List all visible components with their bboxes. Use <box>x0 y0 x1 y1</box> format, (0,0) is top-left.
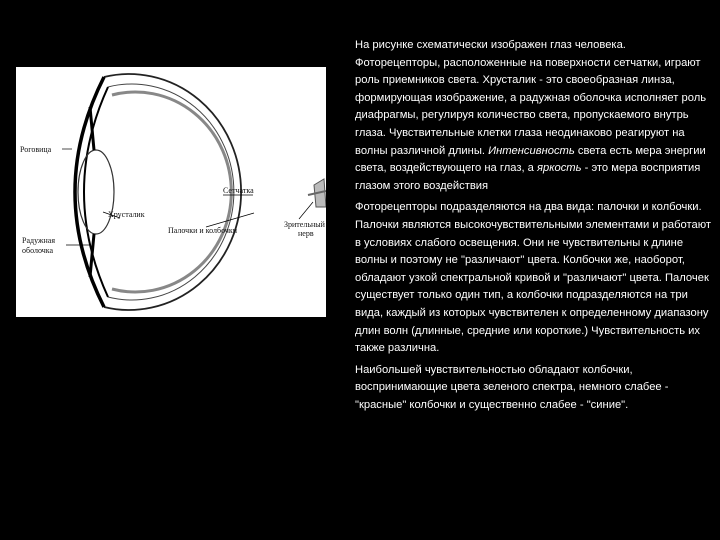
explanation-text <box>355 37 713 418</box>
label-iris: Радужная оболочка <box>22 236 56 255</box>
label-rods-cones: Палочки и колбочки <box>168 226 238 235</box>
paragraph-1-part-c: - это мера восприятия глазом этого воздействия <box>355 162 701 192</box>
iris-lower <box>90 234 94 277</box>
paragraph-1-part-a: На рисунке схематически изображен глаз человека. Фоторецепторы, расположенные на поверхности сетчатки, играют роль приемников света. Хрусталик - это своеобразная линза, формирующая изображение, а радужная оболочка исполняет роль диафрагмы, регулируя количество света, пропускаемого внутрь глаза. Чувствительные клетки глаза неодинаково реагируют на волны различной длины. <box>355 39 707 157</box>
label-retina: Сетчатка <box>223 186 254 195</box>
iris-upper <box>90 107 94 150</box>
eye-diagram <box>16 67 326 317</box>
paragraph-2: Фоторецепторы подразделяются на два вида: палочки и колбочки. Палочки являются высокочувствительными элементами и работают в условиях слабого освещения. Они не чувствительны к длине волны и поэтому не "различают" цвета. Колбочки же, наоборот, обладают узкой спектральной кривой и "различают" цвета. Палочек существует только один тип, а колбочки подразделяются на три вида, каждый из которых чувствителен к определенному диапазону длин волн (длинные, средние или короткие.) Чувствительность их также различна. <box>355 201 711 355</box>
label-optic-nerve: Зрительный нерв <box>284 220 325 238</box>
label-cornea: Роговица <box>20 145 52 154</box>
paragraph-1-part-b: света есть мера энергии света, воздействующего на глаз, а <box>355 144 706 175</box>
eye-diagram-svg <box>16 67 326 317</box>
paragraph-3: Наибольшей чувствительностью обладают колбочки, воспринимающие цвета зеленого спектра, немного слабее - "красные" колбочки и существенно слабее - "синие". <box>355 363 669 411</box>
label-lens: Хрусталик <box>108 210 145 219</box>
paragraph-1 <box>355 37 713 195</box>
sclera-outline <box>104 74 241 310</box>
choroid-band <box>112 92 231 292</box>
term-brightness: яркость <box>537 162 582 175</box>
term-intensity: Интенсивность <box>488 144 575 157</box>
